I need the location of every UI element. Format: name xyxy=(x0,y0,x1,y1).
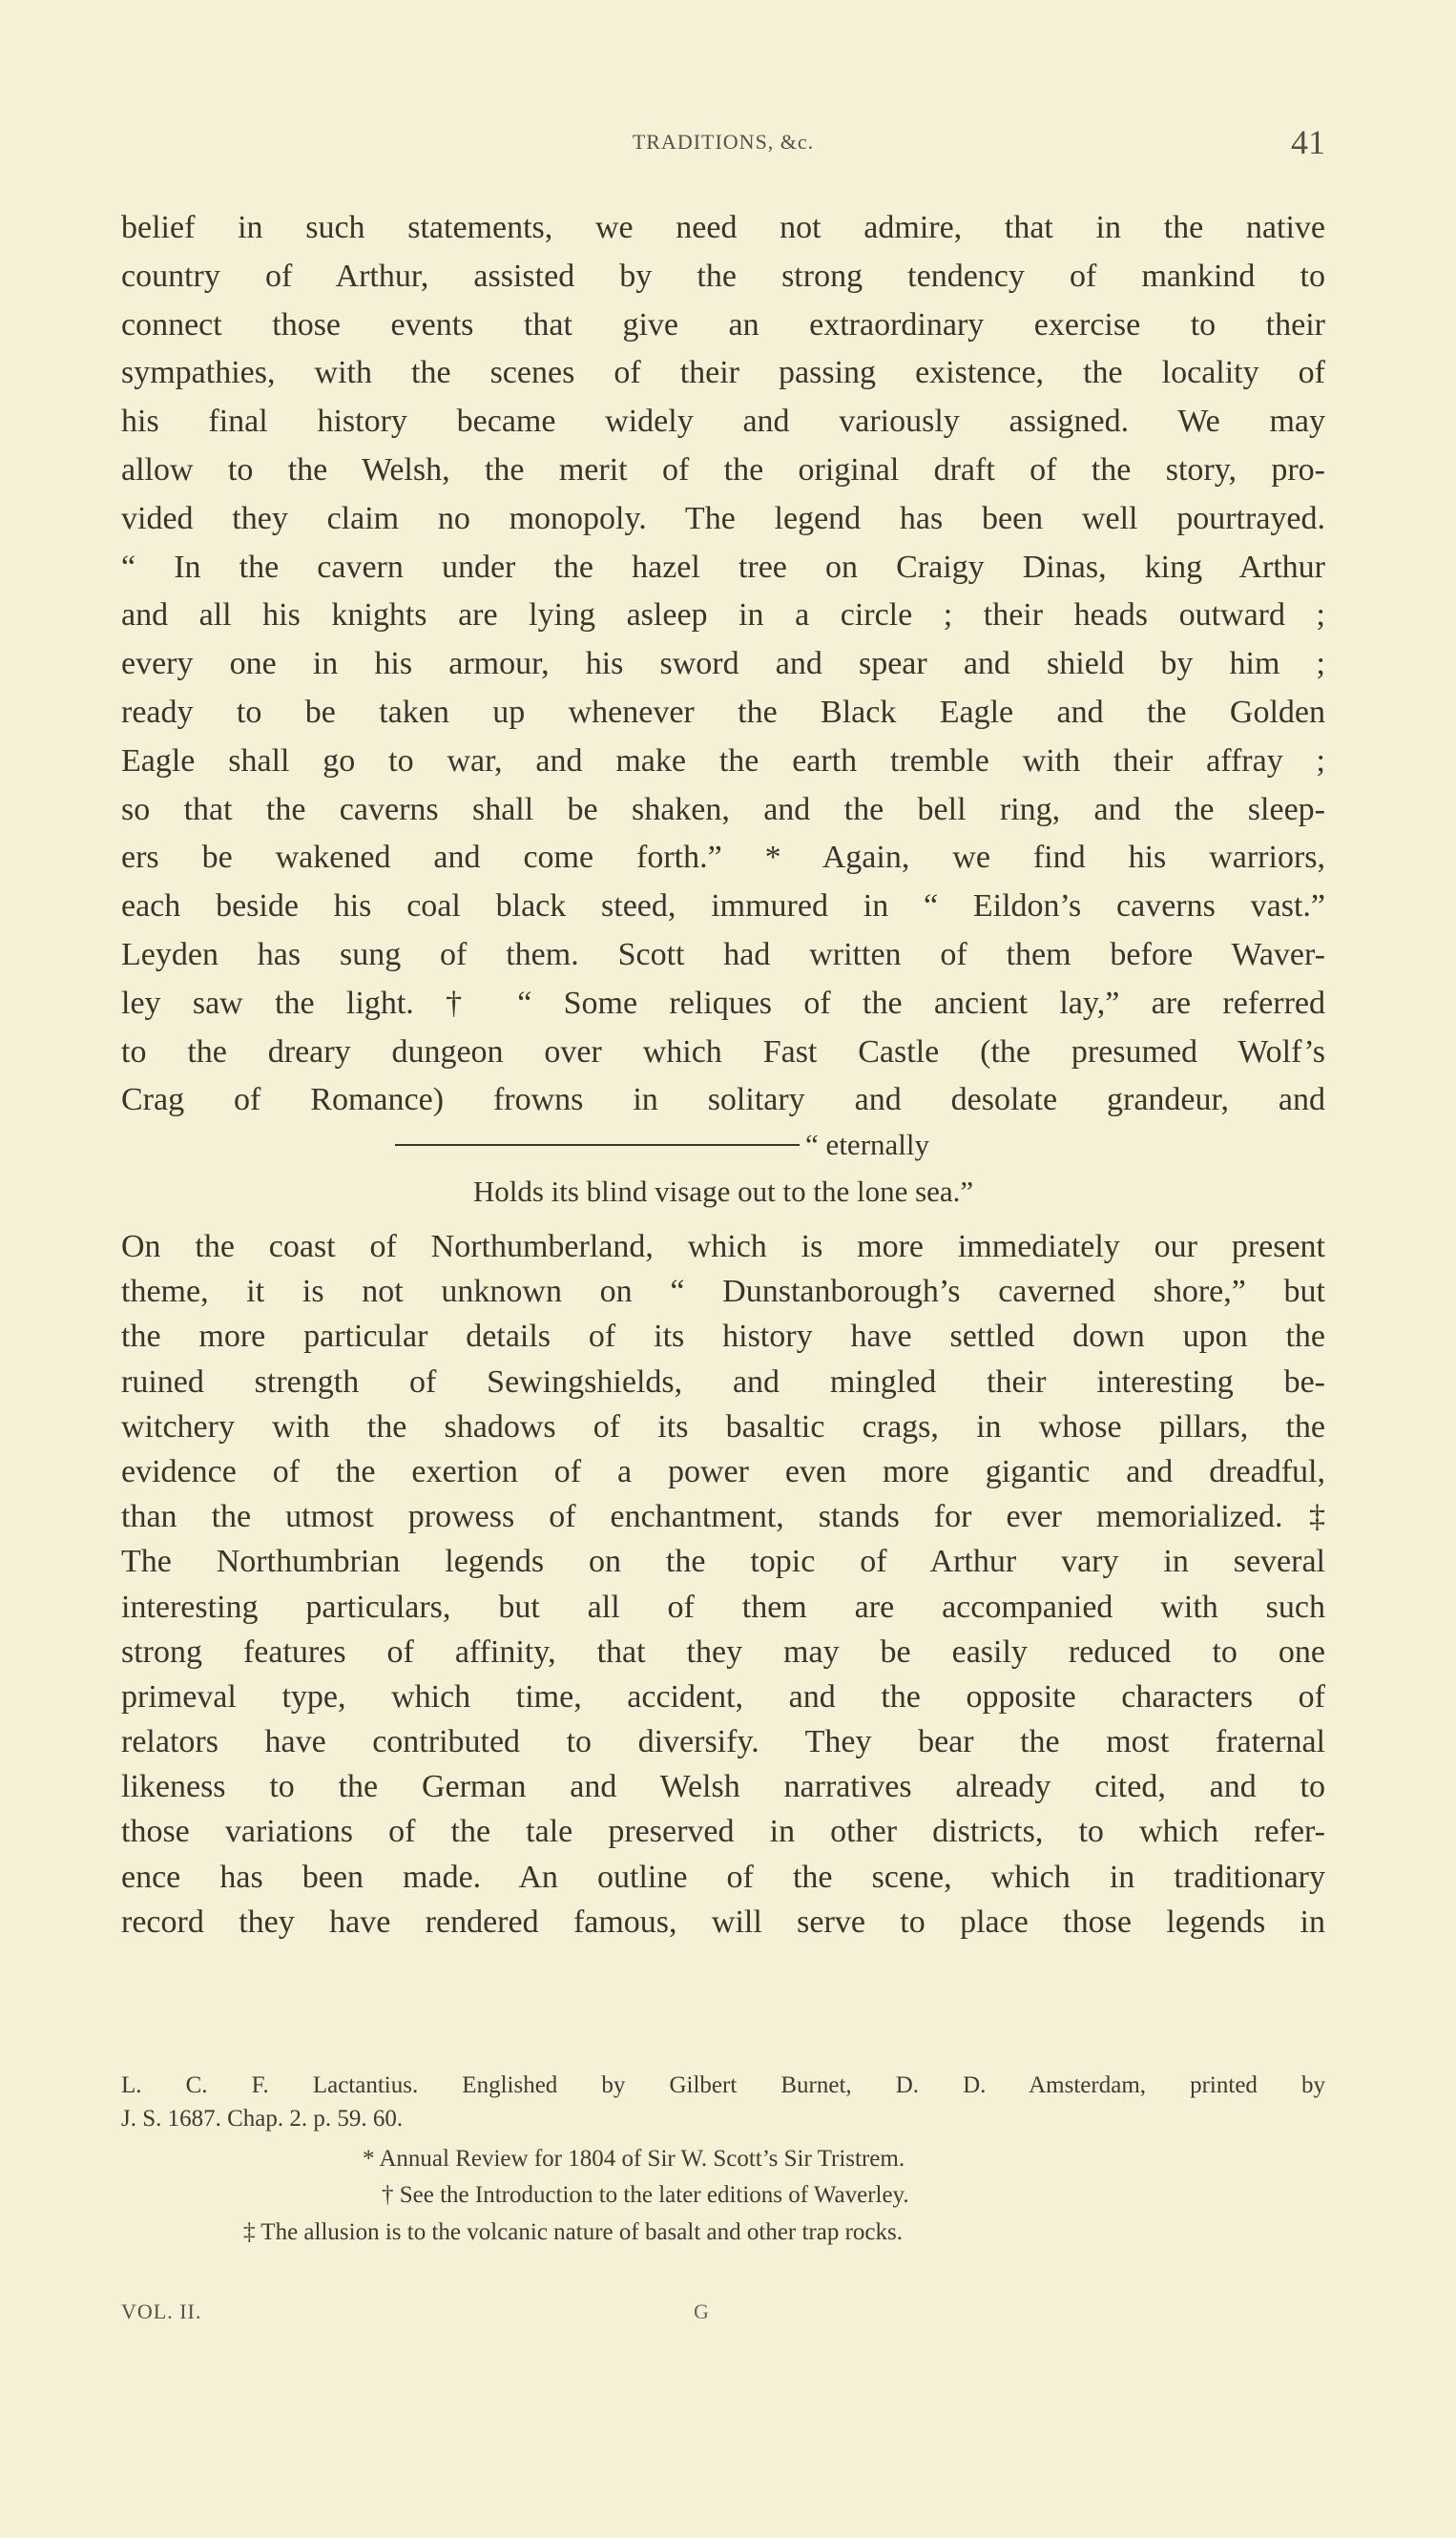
text-line: The Northumbrian legends on the topic of Arthur vary in several xyxy=(121,1544,1325,1580)
page-number: 41 xyxy=(1291,123,1325,161)
text-line: so that the caverns shall be shaken, and the bell ring, and the sleep- xyxy=(121,791,1325,827)
text-line: evidence of the exertion of a power even more gigantic and dreadful, xyxy=(121,1453,1325,1489)
text-line: ence has been made. An outline of the scene, which in traditionary xyxy=(121,1859,1325,1895)
text-line: interesting particulars, but all of them are accompanied with such xyxy=(121,1589,1325,1625)
body-text-block-1 xyxy=(121,204,1325,1125)
footnote-1: L. C. F. Lactantius. Englished by Gilbert Burnet, D. D. Amsterdam, printed by xyxy=(121,2072,1325,2098)
text-line: ready to be taken up whenever the Black Eagle and the Golden xyxy=(121,694,1325,730)
text-line: strong features of affinity, that they may be easily reduced to one xyxy=(121,1633,1325,1670)
body-text-block-2 xyxy=(121,1224,1325,1945)
text-line: ley saw the light. † “ Some reliques of the ancient lay,” are referred xyxy=(121,985,1325,1021)
text-line: to the dreary dungeon over which Fast Castle (the presumed Wolf’s xyxy=(121,1033,1325,1070)
text-line: the more particular details of its history have settled down upon the xyxy=(121,1319,1325,1355)
text-line: record they have rendered famous, will serve to place those legends in xyxy=(121,1904,1325,1940)
text-line: ers be wakened and come forth.” * Again, we find his warriors, xyxy=(121,840,1325,876)
text-line: his final history became widely and variously assigned. We may xyxy=(121,404,1325,440)
verse-text-1: “ eternally xyxy=(805,1128,929,1161)
volume-signature: VOL. II. xyxy=(121,2299,202,2323)
text-line: primeval type, which time, accident, and the opposite characters of xyxy=(121,1678,1325,1715)
text-line: Leyden has sung of them. Scott had written of them before Waver- xyxy=(121,936,1325,972)
text-line: belief in such statements, we need not admire, that in the native xyxy=(121,210,1325,245)
text-line: country of Arthur, assisted by the strong tendency of mankind to xyxy=(121,258,1325,294)
text-line: theme, it is not unknown on “ Dunstanborough’s caverned shore,” but xyxy=(121,1274,1325,1310)
verse-line-2: Holds its blind visage out to the lone sea.” xyxy=(472,1175,974,1208)
running-header xyxy=(121,122,1325,164)
text-line: likeness to the German and Welsh narratives already cited, and to xyxy=(121,1769,1325,1805)
footnote-dagger: † See the Introduction to the later editions of Waverley. xyxy=(382,2182,909,2208)
text-line: than the utmost prowess of enchantment, stands for ever memorialized.‡ xyxy=(121,1499,1325,1535)
text-line: On the coast of Northumberland, which is more immediately our present xyxy=(121,1229,1325,1264)
verse-dash xyxy=(395,1144,800,1146)
footnote-asterisk: * Annual Review for 1804 of Sir W. Scott’s Sir Tristrem. xyxy=(363,2146,905,2172)
text-line: every one in his armour, his sword and spear and shield by him ; xyxy=(121,646,1325,682)
text-line: sympathies, with the scenes of their passing existence, the locality of xyxy=(121,355,1325,391)
signature-mark: G xyxy=(694,2299,709,2323)
footnote-1-cont: J. S. 1687. Chap. 2. p. 59. 60. xyxy=(121,2106,404,2132)
running-title: TRADITIONS, &c. xyxy=(632,130,815,154)
text-line: those variations of the tale preserved in other districts, to which refer- xyxy=(121,1814,1325,1850)
text-line: allow to the Welsh, the merit of the original draft of the story, pro- xyxy=(121,451,1325,488)
text-line: Crag of Romance) frowns in solitary and desolate grandeur, and xyxy=(121,1082,1325,1118)
text-line: relators have contributed to diversify. They bear the most fraternal xyxy=(121,1724,1325,1760)
text-line: connect those events that give an extraordinary exercise to their xyxy=(121,306,1325,343)
text-line: vided they claim no monopoly. The legend has been well pourtrayed. xyxy=(121,500,1325,536)
verse-line-1 xyxy=(395,1126,929,1164)
text-line: Eagle shall go to war, and make the earth tremble with their affray ; xyxy=(121,742,1325,779)
text-line: witchery with the shadows of its basaltic crags, in whose pillars, the xyxy=(121,1408,1325,1445)
text-line: “ In the cavern under the hazel tree on Craigy Dinas, king Arthur xyxy=(121,549,1325,585)
footnote-double-dagger: ‡ The allusion is to the volcanic nature of basalt and other trap rocks. xyxy=(243,2219,904,2245)
text-line: and all his knights are lying asleep in a circle ; their heads outward ; xyxy=(121,597,1325,634)
text-line: each beside his coal black steed, immured in “ Eildon’s caverns vast.” xyxy=(121,888,1325,925)
text-line: ruined strength of Sewingshields, and mingled their interesting be- xyxy=(121,1363,1325,1400)
